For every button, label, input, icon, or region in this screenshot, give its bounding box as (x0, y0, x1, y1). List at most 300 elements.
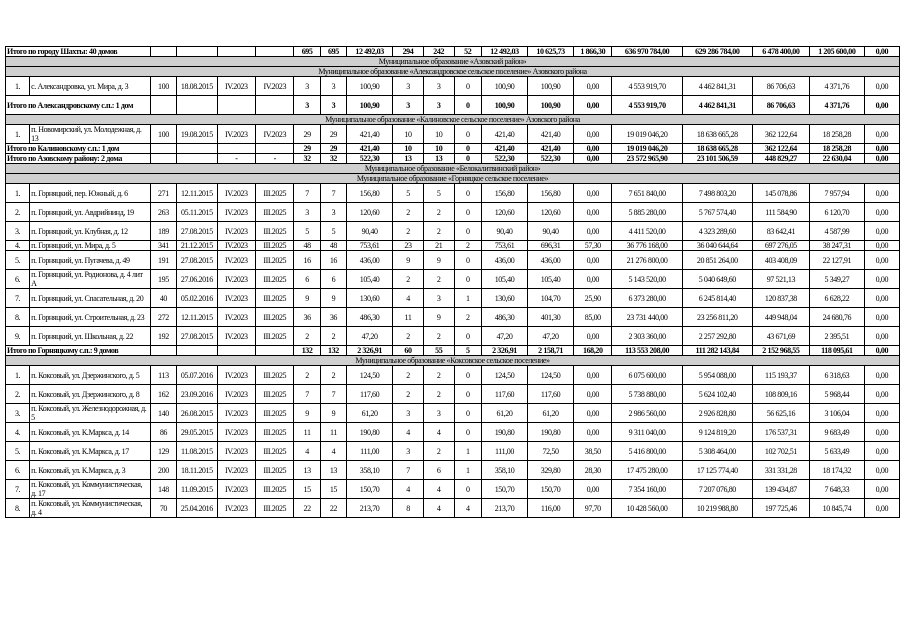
table-cell: 32 (294, 154, 320, 164)
table-cell: 2 (393, 222, 424, 241)
table-cell: 3 (423, 289, 454, 308)
table-cell: 4 (320, 442, 346, 461)
table-cell: 1. (6, 77, 30, 96)
table-cell (150, 47, 176, 57)
table-cell: 0,00 (574, 251, 612, 270)
table-cell: 0 (454, 125, 481, 144)
table-cell: IV.2023 (256, 125, 294, 144)
table-cell: 86 (150, 423, 176, 442)
table-cell: 100 (150, 77, 176, 96)
table-cell: IV.2023 (217, 442, 255, 461)
address-cell: п. Новомирский, ул. Молодежная, д. 13 (30, 125, 151, 144)
table-cell: 2 986 560,00 (612, 404, 682, 423)
table-cell: 86 706,63 (752, 77, 809, 96)
table-cell: 9 311 040,00 (612, 423, 682, 442)
table-cell: IV.2023 (217, 251, 255, 270)
table-cell: 0 (454, 480, 481, 499)
table-cell: 522,30 (347, 154, 393, 164)
table-cell: 0,00 (574, 270, 612, 289)
table-cell: 0 (454, 423, 481, 442)
table-cell: 0 (454, 154, 481, 164)
table-cell: 4 (423, 423, 454, 442)
table-cell: 4 (294, 442, 320, 461)
table-cell: 120,60 (481, 203, 527, 222)
table-cell: 242 (423, 47, 454, 57)
table-cell: 421,40 (528, 125, 574, 144)
table-cell: 6 120,70 (809, 203, 864, 222)
table-cell: 0,00 (864, 47, 899, 57)
table-cell: 522,30 (528, 154, 574, 164)
table-cell: 16 (320, 251, 346, 270)
table-cell: 2 (423, 203, 454, 222)
table-cell: 0,00 (864, 289, 899, 308)
table-cell: 0,00 (574, 366, 612, 385)
table-cell: 8 (393, 499, 424, 518)
table-cell (150, 144, 176, 154)
table-cell: IV.2023 (217, 184, 255, 203)
table-cell: 29 (294, 144, 320, 154)
table-cell: 1 205 600,00 (809, 47, 864, 57)
table-cell: 05.11.2015 (177, 203, 218, 222)
table-cell: 3 (393, 442, 424, 461)
table-cell: 2 152 968,55 (752, 346, 809, 356)
table-cell: 117,60 (481, 385, 527, 404)
table-cell: 629 286 784,00 (682, 47, 752, 57)
table-cell: 4 371,76 (809, 96, 864, 115)
table-cell: IV.2023 (217, 385, 255, 404)
table-cell: 1 (454, 461, 481, 480)
address-cell: п. Горняцкий, ул. Родионова, д. 4 лит А (30, 270, 151, 289)
table-cell: 5 968,44 (809, 385, 864, 404)
table-cell: 195 (150, 270, 176, 289)
table-cell: 6 (294, 270, 320, 289)
table-cell: 6. (6, 270, 30, 289)
table-cell: IV.2023 (217, 77, 255, 96)
table-cell: 140 (150, 404, 176, 423)
table-cell: Итого по Калиновскому с.п.: 1 дом (6, 144, 151, 154)
table-cell: 401,30 (528, 308, 574, 327)
table-cell: 9 (294, 404, 320, 423)
table-cell: 13 (294, 461, 320, 480)
table-cell: 636 970 784,00 (612, 47, 682, 57)
table-cell: 695 (320, 47, 346, 57)
table-cell: 19 019 046,20 (612, 125, 682, 144)
table-cell: 2 (423, 366, 454, 385)
table-cell: 189 (150, 222, 176, 241)
table-cell: 358,10 (347, 461, 393, 480)
table-cell: 2 326,91 (347, 346, 393, 356)
table-cell: 0 (454, 77, 481, 96)
table-cell: 3 (393, 77, 424, 96)
table-cell: 0,00 (574, 423, 612, 442)
table-row (6, 461, 900, 480)
table-cell: III.2025 (256, 289, 294, 308)
table-cell: 0,00 (574, 222, 612, 241)
table-cell: 156,80 (481, 184, 527, 203)
table-cell: 100,90 (528, 77, 574, 96)
table-row (6, 327, 900, 346)
table-cell: 132 (320, 346, 346, 356)
table-cell: 29.05.2015 (177, 423, 218, 442)
address-cell: п. Коксовый, ул. К.Маркса, д. 3 (30, 461, 151, 480)
table-cell: 4 587,99 (809, 222, 864, 241)
table-cell: III.2025 (256, 251, 294, 270)
table-cell: III.2025 (256, 327, 294, 346)
table-cell: 100,90 (528, 96, 574, 115)
table-cell (217, 47, 255, 57)
table-cell (217, 346, 255, 356)
subtotal-row (6, 346, 900, 356)
table-cell (177, 96, 218, 115)
table-cell: 436,00 (347, 251, 393, 270)
table-cell: 47,20 (347, 327, 393, 346)
address-cell: п. Коксовый, ул. Коммунистическая, д. 17 (30, 480, 151, 499)
table-cell: 100 (150, 125, 176, 144)
table-cell: 0 (454, 327, 481, 346)
table-cell: 4 411 520,00 (612, 222, 682, 241)
address-cell: п. Горняцкий, ул. Клубная, д. 12 (30, 222, 151, 241)
table-cell: III.2025 (256, 270, 294, 289)
table-cell: 0,00 (864, 442, 899, 461)
table-cell: 0,00 (864, 270, 899, 289)
table-cell: 176 537,31 (752, 423, 809, 442)
table-cell: 100,90 (347, 96, 393, 115)
table-cell: 36 (294, 308, 320, 327)
table-cell: 100,90 (347, 77, 393, 96)
table-cell: 23 572 965,90 (612, 154, 682, 164)
table-cell: 421,40 (528, 144, 574, 154)
address-cell: п. Горняцкий, ул. Авдрийнинд, 19 (30, 203, 151, 222)
table-cell: 2 (423, 385, 454, 404)
table-cell: 32 (320, 154, 346, 164)
table-cell: 16 (294, 251, 320, 270)
table-cell: 6 (320, 270, 346, 289)
table-cell: 3 (423, 77, 454, 96)
table-cell: III.2025 (256, 241, 294, 251)
table-cell: 7 498 803,20 (682, 184, 752, 203)
table-cell: 2 (294, 366, 320, 385)
table-cell: 100,90 (481, 96, 527, 115)
table-cell: 5 885 280,00 (612, 203, 682, 222)
table-cell: IV.2023 (217, 327, 255, 346)
table-cell: 6. (6, 461, 30, 480)
section-header-row (6, 174, 900, 184)
table-cell: 4 553 919,70 (612, 96, 682, 115)
table-cell: Итого по Горняцкому с.п.: 9 домов (6, 346, 151, 356)
table-cell: 15 (320, 480, 346, 499)
table-cell: 10 219 988,80 (682, 499, 752, 518)
table-cell: 2 (454, 241, 481, 251)
table-cell: 436,00 (481, 251, 527, 270)
table-cell: III.2025 (256, 385, 294, 404)
table-cell: 26.08.2015 (177, 404, 218, 423)
table-cell: 162 (150, 385, 176, 404)
table-cell: 97 521,13 (752, 270, 809, 289)
table-cell: 190,80 (347, 423, 393, 442)
table-cell: 70 (150, 499, 176, 518)
table-cell: 4. (6, 241, 30, 251)
table-cell: 1 866,30 (574, 47, 612, 57)
table-row (6, 203, 900, 222)
table-cell: 90,40 (528, 222, 574, 241)
table-cell: 22 127,91 (809, 251, 864, 270)
table-cell: 2 (320, 327, 346, 346)
table-cell: 486,30 (347, 308, 393, 327)
table-cell: 23 (393, 241, 424, 251)
table-cell: 24 680,76 (809, 308, 864, 327)
subtotal-row (6, 154, 900, 164)
table-cell (150, 96, 176, 115)
table-cell: 6 (423, 461, 454, 480)
table-row (6, 404, 900, 423)
table-cell: 150,70 (528, 480, 574, 499)
table-cell: 168,20 (574, 346, 612, 356)
table-cell: - (256, 154, 294, 164)
table-cell: 0,00 (864, 203, 899, 222)
table-cell: 213,70 (481, 499, 527, 518)
table-cell: III.2025 (256, 308, 294, 327)
table-cell: 156,80 (528, 184, 574, 203)
table-cell: 38,50 (574, 442, 612, 461)
table-cell: IV.2023 (217, 366, 255, 385)
table-cell (177, 346, 218, 356)
table-cell: III.2025 (256, 222, 294, 241)
table-cell: 0,00 (864, 461, 899, 480)
table-cell: 2 326,91 (481, 346, 527, 356)
table-cell: 329,80 (528, 461, 574, 480)
table-cell: 0 (454, 96, 481, 115)
table-cell: 3 (393, 404, 424, 423)
table-cell: 436,00 (528, 251, 574, 270)
table-cell: 2 (454, 308, 481, 327)
table-cell: 124,50 (481, 366, 527, 385)
table-cell: 263 (150, 203, 176, 222)
table-cell: 85,00 (574, 308, 612, 327)
subtotal-row (6, 144, 900, 154)
table-cell: III.2025 (256, 184, 294, 203)
table-cell: 696,31 (528, 241, 574, 251)
table-cell: 10 428 560,00 (612, 499, 682, 518)
table-cell: 1. (6, 366, 30, 385)
table-cell: 0,00 (864, 346, 899, 356)
table-cell: III.2025 (256, 499, 294, 518)
table-cell: 40 (150, 289, 176, 308)
table-cell: 0,00 (864, 423, 899, 442)
table-cell: 0,00 (574, 327, 612, 346)
table-cell: 2 (393, 203, 424, 222)
table-cell: 9 (294, 289, 320, 308)
table-cell: 0,00 (864, 251, 899, 270)
table-cell: 5 349,27 (809, 270, 864, 289)
table-cell: Муниципальное образование «Белокалитвинский район» (6, 164, 900, 174)
table-cell: 2 (393, 366, 424, 385)
table-cell: 111 282 143,84 (682, 346, 752, 356)
table-cell: 56 625,16 (752, 404, 809, 423)
table-cell: 3 (294, 77, 320, 96)
table-cell: 5 767 574,40 (682, 203, 752, 222)
table-cell: 7 (294, 385, 320, 404)
table-cell: 61,20 (347, 404, 393, 423)
table-cell: 2 158,71 (528, 346, 574, 356)
table-cell: 23 256 811,20 (682, 308, 752, 327)
address-cell: п. Горняцкий, пер. Южный, д. 6 (30, 184, 151, 203)
table-cell: 0,00 (864, 308, 899, 327)
table-cell: 0,00 (574, 125, 612, 144)
table-cell: 7 648,33 (809, 480, 864, 499)
table-cell: 362 122,64 (752, 144, 809, 154)
subtotal-row (6, 96, 900, 115)
table-cell: 5 624 102,40 (682, 385, 752, 404)
table-cell: 9 (423, 308, 454, 327)
table-cell (177, 154, 218, 164)
table-row (6, 184, 900, 203)
table-row (6, 289, 900, 308)
table-cell: IV.2023 (217, 203, 255, 222)
table-cell: IV.2023 (217, 499, 255, 518)
table-cell (256, 346, 294, 356)
table-cell: 20 851 264,00 (682, 251, 752, 270)
table-row (6, 241, 900, 251)
table-cell: 421,40 (481, 144, 527, 154)
table-cell: 10 (393, 144, 424, 154)
table-cell: 403 408,09 (752, 251, 809, 270)
table-cell: 0,00 (864, 480, 899, 499)
table-cell: 3 (320, 96, 346, 115)
table-cell: Муниципальное образование «Александровское сельское поселение» Азовского района (6, 67, 900, 77)
table-cell: 522,30 (481, 154, 527, 164)
table-cell: 124,50 (347, 366, 393, 385)
table-cell: 102 702,51 (752, 442, 809, 461)
table-cell: 7 (320, 184, 346, 203)
table-cell: 0,00 (574, 184, 612, 203)
address-cell: п. Горняцкий, ул. Школьная, д. 22 (30, 327, 151, 346)
table-cell: 38 247,31 (809, 241, 864, 251)
table-cell: 3 (294, 203, 320, 222)
table-cell: 12 492,03 (347, 47, 393, 57)
table-cell: 190,80 (481, 423, 527, 442)
table-cell (177, 47, 218, 57)
table-cell: 13 (320, 461, 346, 480)
table-cell: 5 (454, 346, 481, 356)
table-cell: 191 (150, 251, 176, 270)
table-cell: 22 (294, 499, 320, 518)
table-cell: 6 478 400,00 (752, 47, 809, 57)
table-cell: 3 (423, 96, 454, 115)
table-cell: 90,40 (347, 222, 393, 241)
table-cell: 6 075 600,00 (612, 366, 682, 385)
table-cell: 156,80 (347, 184, 393, 203)
table-cell: 7 651 840,00 (612, 184, 682, 203)
table-cell: 12 492,03 (481, 47, 527, 57)
table-cell: 7. (6, 480, 30, 499)
table-cell: 23 731 440,00 (612, 308, 682, 327)
table-cell: 448 829,27 (752, 154, 809, 164)
table-cell: 0,00 (864, 327, 899, 346)
table-cell: 36 776 168,00 (612, 241, 682, 251)
table-cell: 111,00 (481, 442, 527, 461)
table-cell (256, 144, 294, 154)
table-cell: 0 (454, 270, 481, 289)
table-cell (217, 96, 255, 115)
table-cell: 4 462 841,31 (682, 96, 752, 115)
table-cell: 2 (423, 270, 454, 289)
table-cell: 695 (294, 47, 320, 57)
table-cell: 83 642,41 (752, 222, 809, 241)
table-cell: 115 193,37 (752, 366, 809, 385)
table-cell: 486,30 (481, 308, 527, 327)
table-cell: 2 (320, 366, 346, 385)
table-cell: 113 (150, 366, 176, 385)
table-row (6, 77, 900, 96)
table-cell: 05.02.2016 (177, 289, 218, 308)
table-cell: 11.09.2015 (177, 480, 218, 499)
table-cell: Итого по Азовскому району: 2 дома (6, 154, 151, 164)
table-cell: 10 845,74 (809, 499, 864, 518)
table-cell: 17 475 280,00 (612, 461, 682, 480)
table-cell: 0,00 (574, 77, 612, 96)
table-cell (150, 346, 176, 356)
table-cell: 4 (423, 480, 454, 499)
table-cell: 86 706,63 (752, 96, 809, 115)
table-cell: 130,60 (347, 289, 393, 308)
table-cell: 3. (6, 404, 30, 423)
table-cell: 0,00 (864, 366, 899, 385)
table-cell: 7 (320, 385, 346, 404)
table-cell: 139 434,87 (752, 480, 809, 499)
table-cell: 2 303 360,00 (612, 327, 682, 346)
table-cell: 0,00 (574, 480, 612, 499)
table-cell: 3 (320, 203, 346, 222)
table-cell: 0 (454, 222, 481, 241)
table-cell: 2 (393, 385, 424, 404)
table-cell: 0,00 (574, 203, 612, 222)
table-cell: 421,40 (347, 125, 393, 144)
table-cell: 15 (294, 480, 320, 499)
table-cell: Муниципальное образование «Коксовское сельское поселение» (6, 356, 900, 366)
table-cell: IV.2023 (217, 404, 255, 423)
table-cell: 21 276 800,00 (612, 251, 682, 270)
table-cell: IV.2023 (217, 270, 255, 289)
table-cell: 0,00 (864, 385, 899, 404)
section-header-row (6, 57, 900, 67)
table-cell: 47,20 (528, 327, 574, 346)
table-cell: 3 (294, 96, 320, 115)
table-cell: 6 318,63 (809, 366, 864, 385)
table-cell: 697 276,05 (752, 241, 809, 251)
table-cell: Муниципальное образование «Горняцкое сельское поселение» (6, 174, 900, 184)
table-cell: 7 957,94 (809, 184, 864, 203)
table-cell: 18 638 665,28 (682, 144, 752, 154)
table-cell: 29 (294, 125, 320, 144)
table-cell: 0 (454, 385, 481, 404)
table-cell: 192 (150, 327, 176, 346)
table-cell: 753,61 (347, 241, 393, 251)
section-header-row (6, 356, 900, 366)
table-cell: 10 (393, 125, 424, 144)
table-cell: 5 040 649,60 (682, 270, 752, 289)
table-cell: 358,10 (481, 461, 527, 480)
table-cell: 2 (423, 327, 454, 346)
table-cell: 27.08.2015 (177, 327, 218, 346)
table-cell: 3 (393, 96, 424, 115)
table-cell: 10 625,73 (528, 47, 574, 57)
table-cell: IV.2023 (217, 289, 255, 308)
table-cell: 2 (423, 442, 454, 461)
table-cell: 7. (6, 289, 30, 308)
table-cell: 421,40 (347, 144, 393, 154)
housing-resettlement-table (5, 46, 900, 518)
table-cell: 25,90 (574, 289, 612, 308)
